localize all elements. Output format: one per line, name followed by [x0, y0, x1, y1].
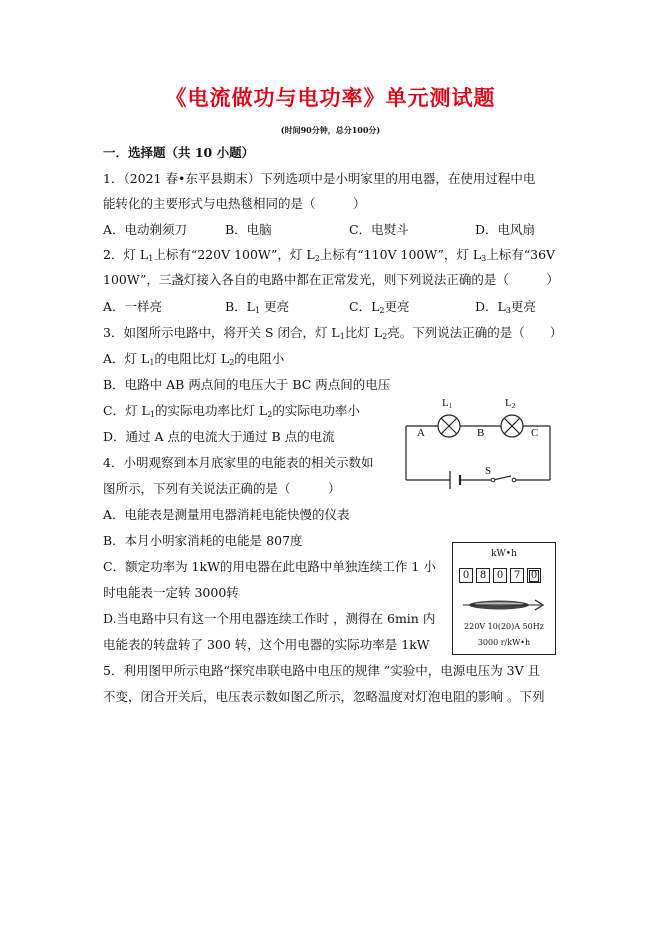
- q1-option-b: B．电脑: [225, 222, 272, 237]
- q2-option-c: C．$L_2$更亮: [349, 299, 410, 315]
- q3-option-b: B．电路中 AB 两点间的电压大于 BC 两点间的电压: [103, 377, 391, 392]
- meter-unit-label: kW•h: [491, 549, 517, 559]
- q4-stem-line1: 4．小明观察到本月底家里的电能表的相关示数如: [103, 455, 374, 470]
- q2-option-d: D．$L_3$更亮: [475, 299, 536, 315]
- q5-stem-line2: 不变，闭合开关后，电压表示数如图乙所示，忽略温度对灯泡电阻的影响 。下列: [103, 689, 545, 704]
- label-point-c: C: [531, 427, 539, 439]
- q3-stem: 3．如图所示电路中，将开关 S 闭合，灯 $L_1$比灯 $L_2$亮。下列说法正确的是（ ）: [103, 325, 563, 341]
- battery-symbol: [450, 471, 460, 489]
- q1-stem-line1: 1．（2021 春•东平县期末）下列选项中是小明家里的用电器，在使用过程中电: [103, 171, 536, 186]
- q4-option-c-line1: C．额定功率为 1kW的用电器在此电路中单独连续工作 1 小: [103, 559, 436, 574]
- q4-stem-line2: 图所示，下列有关说法正确的是（ ）: [103, 481, 341, 496]
- q1-option-a: A．电动剃须刀: [103, 222, 188, 237]
- meter-digit-decimal: 0: [527, 568, 541, 583]
- q1-option-d: D．电风扇: [475, 222, 536, 237]
- meter-digit-row: [459, 568, 544, 583]
- switch-contact-right: [512, 478, 516, 482]
- q2-option-a: A．一样亮: [103, 299, 163, 314]
- q3-option-d: D．通过 A 点的电流大于通过 B 点的电流: [103, 429, 335, 444]
- q2-stem-line2: 100W”，三盏灯接入各自的电路中都在正常发光，则下列说法正确的是（ ）: [103, 272, 559, 287]
- label-switch-s: S: [485, 465, 492, 477]
- label-point-b: B: [477, 427, 485, 439]
- label-l1: L1: [442, 397, 453, 410]
- section-heading: 一．选择题（共 10 小题）: [103, 145, 255, 160]
- meter-digit: 0: [459, 568, 473, 583]
- q1-option-c: C．电熨斗: [349, 222, 409, 237]
- meter-rate-label: 3000 r/kW•h: [477, 638, 531, 647]
- meter-disc-arrow: [461, 595, 547, 615]
- q4-option-b: B．本月小明家消耗的电能是 807度: [103, 533, 303, 548]
- exam-duration-note: (时间90分钟，总分100分): [280, 125, 381, 135]
- lamp-l2: [501, 415, 523, 437]
- q4-option-a: A．电能表是测量用电器消耗电能快慢的仪表: [103, 507, 350, 522]
- label-l2: L2: [505, 397, 516, 410]
- q4-option-d-line1: D.当电路中只有这一个用电器连续工作时 ，测得在 6min 内: [103, 611, 436, 626]
- q4-option-d-line2: 电能表的转盘转了 300 转，这个用电器的实际功率是 1kW: [103, 637, 430, 652]
- meter-digit: 7: [510, 568, 524, 583]
- q1-stem-line2: 能转化的主要形式与电热毯相同的是（ ）: [103, 196, 366, 211]
- switch-contact-left: [491, 478, 495, 482]
- meter-digit: 8: [476, 568, 490, 583]
- lamp-l1: [438, 415, 460, 437]
- energy-meter: [452, 542, 556, 655]
- q3-option-a: A．灯 $L_1$的电阻比灯 $L_2$的电阻小: [103, 351, 285, 367]
- meter-digit: 0: [493, 568, 507, 583]
- label-point-a: A: [417, 427, 425, 439]
- q5-stem-line1: 5．利用图甲所示电路“探究串联电路中电压的规律 ”实验中，电源电压为 3V 且: [103, 663, 541, 678]
- q3-option-c: C．灯 $L_1$的实际电功率比灯 $L_2$的实际电功率小: [103, 403, 360, 419]
- page-title: 《电流做功与电功率》单元测试题: [165, 85, 496, 110]
- q4-option-c-line2: 时电能表一定转 3000转: [103, 585, 239, 600]
- meter-spec-label: 220V 10(20)A 50Hz: [464, 622, 544, 631]
- circuit-diagram: [398, 388, 558, 496]
- q2-stem-line1: 2．灯 $L_1$上标有“220V 100W”，灯 $L_2$上标有“110V 100W”，灯 $L_3$上标有“36V: [103, 247, 556, 263]
- q2-option-b: B．$L_1$ 更亮: [225, 299, 290, 315]
